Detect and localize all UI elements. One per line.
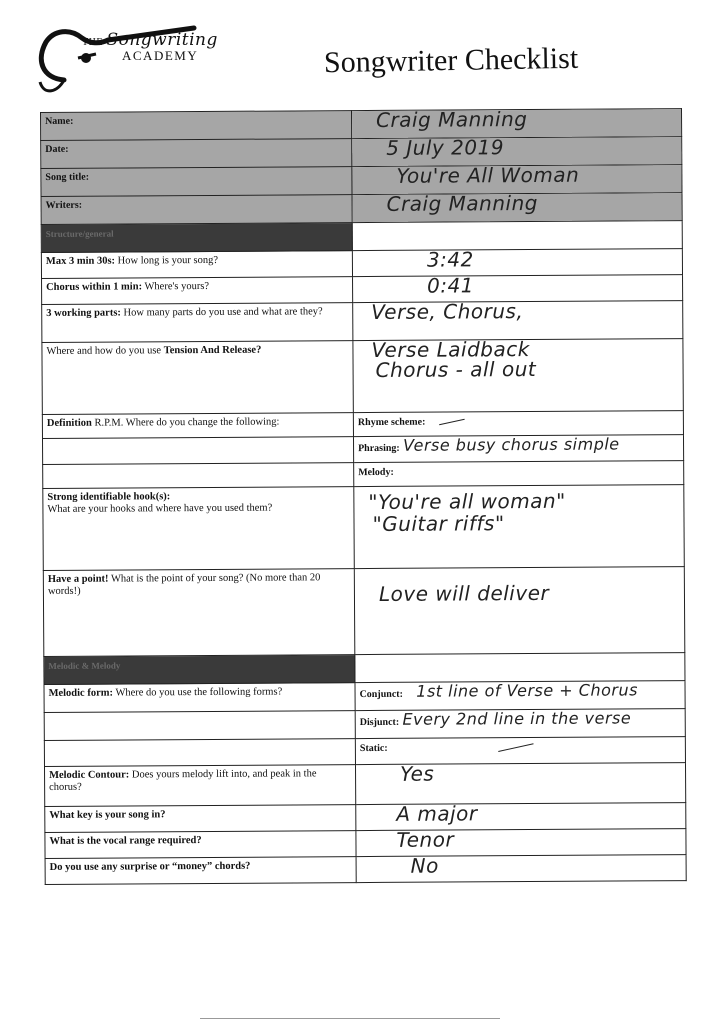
parts-answer: Verse, Chorus,: [371, 299, 524, 324]
key-bold: What key is your song in?: [49, 809, 166, 821]
page-edge-line: [200, 1018, 500, 1019]
conjunct-label: Conjunct:: [359, 688, 403, 701]
length-bold: Max 3 min 30s:: [45, 255, 116, 267]
contour-field[interactable]: [355, 763, 685, 805]
tension-answer-1: Verse Laidback: [371, 337, 530, 362]
name-field[interactable]: [351, 109, 681, 139]
key-field[interactable]: [356, 803, 686, 831]
phrasing-label: Phrasing:: [358, 442, 400, 455]
disjunct-field[interactable]: [355, 709, 685, 739]
phrasing-field[interactable]: [353, 435, 683, 463]
logo-brand: Songwriting: [106, 30, 218, 50]
date-row: [41, 137, 682, 169]
date-label: Date:: [41, 139, 352, 169]
checklist-table: [40, 108, 687, 885]
form-bold: Melodic form:: [48, 687, 114, 699]
length-answer: 3:42: [426, 247, 474, 272]
name-answer: Craig Manning: [375, 107, 528, 132]
rhyme-field[interactable]: [353, 411, 683, 437]
chorus-bold: Chorus within 1 min:: [46, 281, 143, 293]
length-text: How long is your song?: [115, 254, 219, 267]
tension-answer-2: Chorus - all out: [375, 356, 537, 382]
parts-row: [42, 301, 683, 343]
rpm-text: R.P.M. Where do you change the following:: [91, 416, 280, 429]
structure-section-header: Structure/general: [41, 223, 352, 253]
range-bold: What is the vocal range required?: [49, 835, 202, 847]
point-answer: Love will deliver: [378, 580, 550, 606]
parts-question: [42, 303, 353, 343]
parts-text: How many parts do you use and what are they?: [120, 306, 323, 319]
parts-bold: 3 working parts:: [46, 307, 121, 319]
logo-academy: ACADEMY: [122, 48, 199, 63]
chorus-text: Where's yours?: [142, 280, 210, 293]
money-row: [45, 855, 686, 885]
structure-section-row: [41, 221, 682, 253]
length-field[interactable]: [352, 249, 682, 277]
song-title-field[interactable]: [352, 162, 682, 195]
song-title-label: Song title:: [41, 167, 352, 197]
hook-answer-1: "You're all woman": [368, 488, 566, 515]
logo-the: THE: [82, 37, 103, 48]
point-question: [43, 569, 355, 657]
writers-label: Writers:: [41, 195, 352, 225]
rpm-bold: Definition: [46, 417, 92, 429]
writers-answer: Craig Manning: [386, 190, 538, 216]
hook-text: What are your hooks and where have you used them?: [47, 502, 273, 515]
disjunct-answer: Every 2nd line in the verse: [402, 708, 632, 729]
static-field[interactable]: [355, 737, 685, 765]
writers-field[interactable]: [352, 190, 682, 223]
name-label: Name:: [41, 111, 352, 141]
money-field[interactable]: [356, 855, 686, 883]
hook-question: [43, 487, 354, 571]
phrasing-blank: [42, 437, 353, 465]
phrasing-answer: Verse busy chorus simple: [403, 434, 620, 455]
hook-row: [43, 485, 684, 571]
point-row: [43, 567, 685, 657]
hook-bold: Strong identifiable hook(s):: [47, 491, 171, 503]
length-row: [41, 249, 682, 279]
key-row: [45, 803, 686, 833]
static-dash: [498, 743, 533, 752]
rpm-question: [42, 413, 353, 439]
conjunct-field[interactable]: [355, 681, 685, 711]
range-answer: Tenor: [396, 827, 455, 852]
tension-row: [42, 339, 683, 415]
static-blank: [44, 739, 355, 767]
length-question: [41, 251, 352, 279]
range-field[interactable]: [356, 829, 686, 857]
tension-bold: Tension And Release?: [163, 344, 262, 357]
structure-section-blank: [352, 221, 682, 251]
song-title-answer: You're All Woman: [396, 162, 580, 188]
song-title-row: [41, 165, 682, 197]
page-title: Songwriter Checklist: [323, 41, 579, 80]
melody-label: Melody:: [358, 466, 394, 479]
chorus-row: [42, 275, 683, 305]
phrasing-row: [42, 435, 683, 465]
contour-row: [44, 763, 685, 807]
chorus-answer: 0:41: [426, 273, 475, 298]
contour-text: Does yours melody lift into, and peak in the chorus?: [49, 768, 317, 793]
disjunct-blank: [44, 711, 355, 741]
money-bold: Do you use any surprise or “money” chords?: [49, 860, 251, 873]
point-text: What is the point of your song? (No more than 20 words!): [47, 572, 321, 597]
name-row: [41, 109, 682, 141]
melodic-section-header: Melodic & Melody: [44, 655, 355, 685]
conjunct-answer: 1st line of Verse + Chorus: [416, 680, 638, 701]
tension-text: Where and how do you use: [46, 345, 164, 357]
hook-answer-2: "Guitar riffs": [372, 511, 505, 536]
tension-question: [42, 341, 353, 415]
contour-answer: Yes: [399, 761, 435, 786]
writers-row: [41, 193, 682, 225]
static-label: Static:: [359, 742, 388, 755]
form-question: [44, 683, 355, 713]
melodic-section-blank: [355, 653, 685, 683]
money-question: [45, 857, 356, 885]
contour-question: [44, 765, 355, 807]
rhyme-dash: [440, 418, 466, 425]
tension-field[interactable]: [353, 339, 683, 413]
melody-field[interactable]: [354, 461, 684, 487]
rhyme-label: Rhyme scheme:: [357, 416, 426, 429]
melody-blank: [43, 463, 354, 489]
disjunct-row: [44, 709, 685, 741]
point-bold: Have a point!: [47, 573, 109, 585]
contour-bold: Melodic Contour:: [49, 769, 130, 781]
chorus-question: [42, 277, 353, 305]
static-row: [44, 737, 685, 767]
range-question: [45, 831, 356, 859]
key-answer: A major: [396, 801, 478, 826]
range-row: [45, 829, 686, 859]
hook-field[interactable]: [354, 485, 684, 569]
disjunct-label: Disjunct:: [359, 716, 400, 729]
parts-field[interactable]: [353, 301, 683, 341]
money-answer: No: [410, 853, 439, 878]
key-question: [45, 805, 356, 833]
checklist-form: [40, 108, 687, 885]
date-answer: 5 July 2019: [386, 135, 505, 160]
point-field[interactable]: [354, 567, 685, 655]
form-text: Where do you use the following forms?: [112, 686, 283, 699]
